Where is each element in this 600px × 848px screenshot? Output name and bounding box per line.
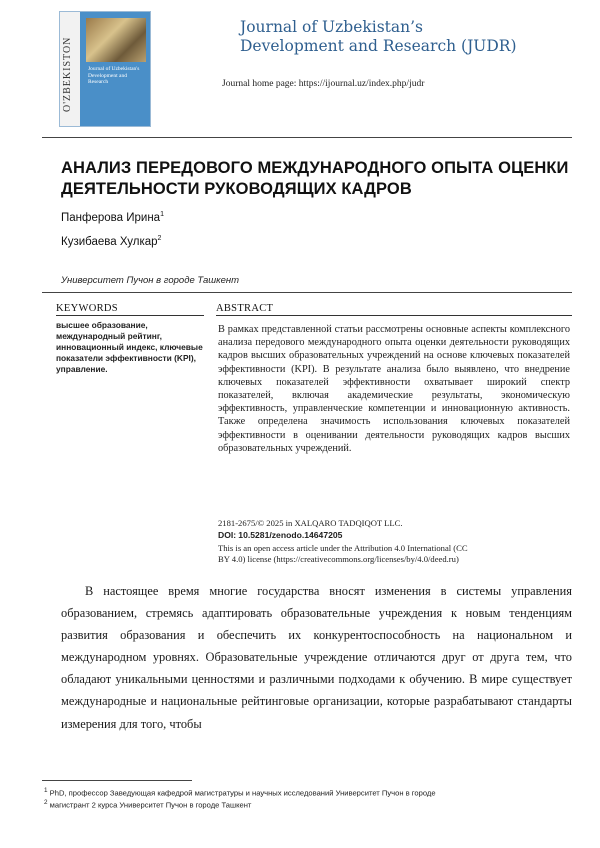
abstract-heading: ABSTRACT	[216, 303, 572, 316]
header-rule	[42, 137, 572, 138]
body-paragraph: В настоящее время многие государства вносят изменения в системы управления образованием, стремясь адаптировать образовательные учреждения к новым тенденциям развития образования и обеспечить их конкурентоспособность на национальном и международном уровнях. Образовательные учреждение отличаются друг от друга тем, что обладают уникальными ценностями и различными подходами к обучению. В мире существует международные и национальные рейтинговые организации, которые разрабатывают стандарты измерения для того, чтобы	[61, 584, 572, 731]
cover-spine-text: O'ZBEKISTON	[62, 36, 73, 112]
cover-spine	[60, 12, 80, 126]
footnote-text: PhD, профессор Заведующая кафедрой магистратуры и научных исследований Университет Пучон в городе	[49, 788, 436, 798]
doi-value[interactable]: 10.5281/zenodo.14647205	[238, 530, 343, 540]
footnote-rule	[42, 780, 192, 781]
footnote-1	[44, 787, 436, 798]
journal-cover	[60, 12, 150, 126]
journal-title	[240, 18, 517, 56]
journal-home-page[interactable]: Journal home page: https://ijournal.uz/index.php/judr	[222, 79, 425, 89]
author-2	[61, 235, 161, 248]
footnote-text: магистрант 2 курса Университет Пучон в городе Ташкент	[49, 800, 252, 810]
affiliation: Университет Пучон в городе Ташкент	[61, 275, 240, 286]
doi-label: DOI:	[218, 530, 237, 540]
journal-title-line2: Development and Research (JUDR)	[240, 37, 517, 55]
author-1	[61, 211, 164, 224]
keywords-text: высшее образование, международный рейтинг, инновационный индекс, ключевые показатели эффективности (KPI), управление.	[56, 320, 203, 374]
author-sup: 2	[157, 235, 162, 242]
issn-line: 2181-2675/© 2025 in XALQARO TADQIQOT LLC.	[218, 518, 403, 528]
footnote-num: 2	[44, 799, 48, 806]
cover-journal-text: Journal of Uzbekistan's Development and Research	[88, 66, 140, 85]
journal-title-line1: Journal of Uzbekistan’s	[240, 18, 424, 36]
footnote-num: 1	[44, 787, 48, 794]
abstract-text: В рамках представленной статьи рассмотрены основные аспекты комплексного анализа передового международного опыта оценки деятельности руководящих кадров высших образовательных учреждений на основе ключевых показателей эффективности (KPI). В результате анализа было выявлено, что внедрение ключевых показателей эффективности охватывает широкий спектр показателей, включая академические результаты, экономическую эффективность, управленческие компетенции и инновационную активность. Также определена значимость использования ключевых показателей эффективности в оценивании деятельности руководящих кадров высших образовательных учреждений.	[218, 324, 570, 454]
cover-photo	[86, 18, 146, 62]
affiliation-rule	[42, 292, 572, 293]
license-line1: This is an open access article under the Attribution 4.0 International (CC	[218, 543, 468, 553]
author-name: Панферова Ирина	[61, 211, 161, 224]
keywords-heading: KEYWORDS	[56, 303, 204, 316]
article-title	[61, 158, 581, 200]
footnote-2	[44, 799, 251, 810]
license-line2[interactable]: BY 4.0) license (https://creativecommons.org/licenses/by/4.0/deed.ru)	[218, 554, 459, 564]
author-name: Кузибаева Хулкар	[61, 235, 158, 248]
author-sup: 1	[160, 211, 164, 218]
doi-line	[218, 530, 342, 541]
article-title-line1: АНАЛИЗ ПЕРЕДОВОГО МЕЖДУНАРОДНОГО ОПЫТА ОЦЕНКИ	[61, 159, 569, 177]
article-title-line2: ДЕЯТЕЛЬНОСТИ РУКОВОДЯЩИХ КАДРОВ	[61, 180, 412, 198]
